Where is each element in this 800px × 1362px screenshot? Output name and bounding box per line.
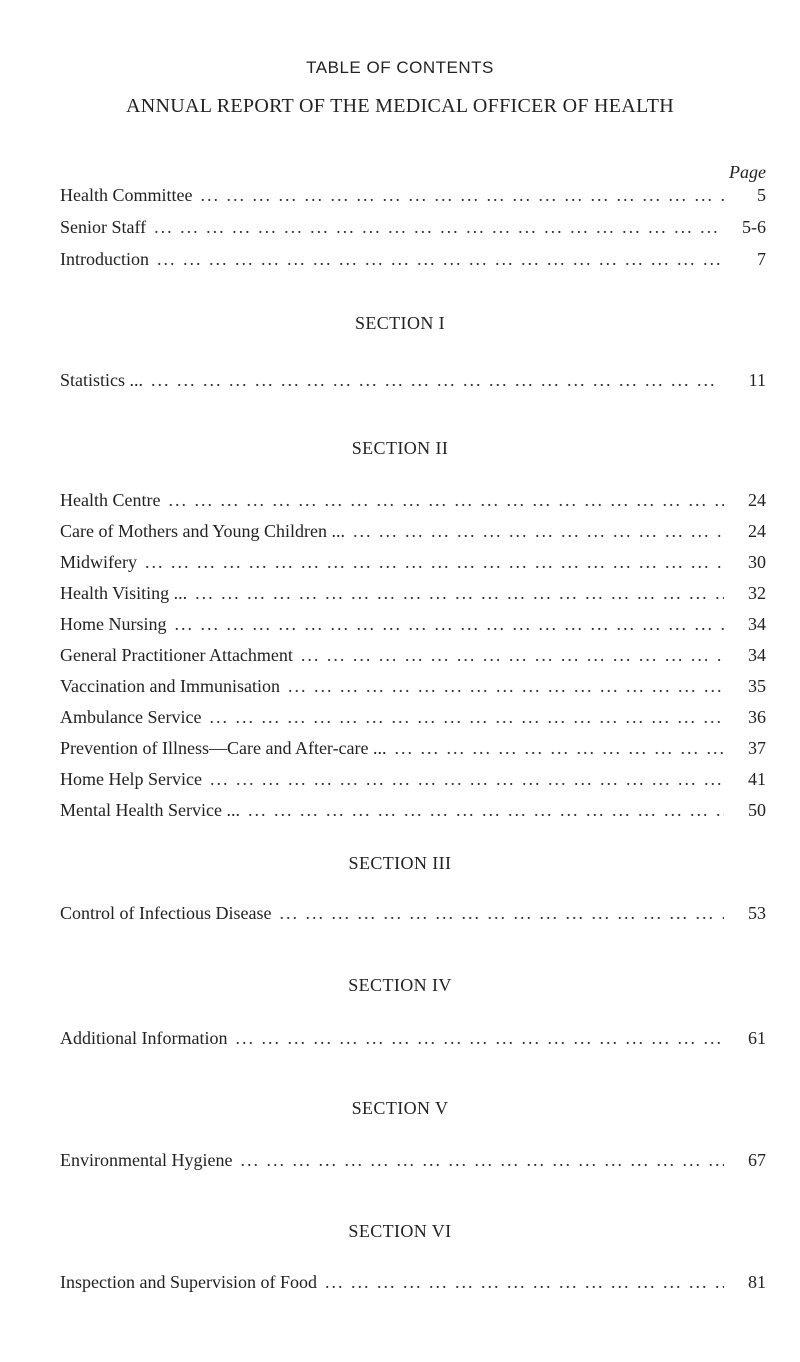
toc-entry-label: Home Nursing [60,614,167,634]
document-title: TABLE OF CONTENTS [306,58,494,77]
dot-leader [248,800,724,821]
toc-entry-home-nursing [60,614,766,638]
dot-leader [301,645,724,666]
toc-entry-ambulance-service [60,707,766,731]
toc-entry-page: 5-6 [742,217,766,237]
dot-leader [175,614,725,635]
dot-leader [200,185,724,206]
toc-entry-page: 24 [748,490,766,510]
toc-entry-prevention-of-illness [60,738,766,762]
toc-entry-label: Mental Health Service ... [60,800,240,820]
toc-entry-page: 37 [748,738,766,758]
toc-entry-page: 81 [748,1272,766,1292]
dot-leader [157,249,724,270]
section-heading-1: SECTION I [354,313,446,333]
section-heading-4: SECTION IV [348,975,452,995]
toc-entry-label: Ambulance Service [60,707,202,727]
toc-entry-health-centre [60,490,766,514]
toc-entry-page: 32 [748,583,766,603]
section-heading-6: SECTION VI [348,1221,452,1241]
section-heading-3: SECTION III [348,853,452,873]
dot-leader [168,490,724,511]
dot-leader [279,903,724,924]
toc-entry-page: 30 [748,552,766,572]
toc-entry-page: 5 [757,185,766,205]
toc-entry-statistics [60,370,766,394]
toc-entry-page: 61 [748,1028,766,1048]
dot-leader [154,217,724,238]
dot-leader [240,1150,724,1171]
toc-entry-gp-attachment [60,645,766,669]
dot-leader [209,707,724,728]
document-subtitle: ANNUAL REPORT OF THE MEDICAL OFFICER OF HEALTH [125,95,674,117]
dot-leader [235,1028,724,1049]
toc-entry-page: 34 [748,614,766,634]
toc-entry-introduction [60,249,766,273]
toc-entry-label: Control of Infectious Disease [60,903,272,923]
dot-leader [325,1272,724,1293]
toc-entry-label: Health Centre [60,490,161,510]
dot-leader [145,552,724,573]
toc-entry-page: 35 [748,676,766,696]
dot-leader [395,738,724,759]
toc-entry-food-inspection [60,1272,766,1296]
toc-entry-page: 7 [757,249,766,269]
dot-leader [288,676,724,697]
toc-entry-label: Home Help Service [60,769,202,789]
toc-entry-label: Health Committee [60,185,193,205]
toc-entry-home-help-service [60,769,766,793]
toc-entry-label: Additional Information [60,1028,228,1048]
toc-entry-label: Environmental Hygiene [60,1150,233,1170]
dot-leader [353,521,724,542]
toc-entry-health-committee [60,185,766,209]
toc-entry-page: 41 [748,769,766,789]
toc-entry-page: 50 [748,800,766,820]
toc-entry-page: 36 [748,707,766,727]
toc-entry-label: Vaccination and Immunisation [60,676,280,696]
toc-entry-label: Care of Mothers and Young Children ... [60,521,345,541]
toc-entry-environmental-hygiene [60,1150,766,1174]
toc-entry-label: Prevention of Illness—Care and After-care ... [60,738,387,758]
toc-entry-additional-information [60,1028,766,1052]
toc-entry-label: Midwifery [60,552,137,572]
toc-entry-label: Health Visiting ... [60,583,188,603]
toc-entry-page: 53 [748,903,766,923]
dot-leader [151,370,724,391]
toc-entry-label: General Practitioner Attachment [60,645,293,665]
toc-entry-vaccination [60,676,766,700]
toc-entry-page: 11 [748,370,766,390]
toc-entry-senior-staff [60,217,766,241]
toc-entry-midwifery [60,552,766,576]
section-heading-2: SECTION II [351,438,449,458]
toc-entry-label: Introduction [60,249,149,269]
page-column-heading: Page [729,162,766,182]
section-heading-5: SECTION V [351,1098,449,1118]
toc-entry-label: Statistics ... [60,370,144,390]
toc-entry-care-of-mothers [60,521,766,545]
toc-entry-infectious-disease [60,903,766,927]
toc-entry-label: Inspection and Supervision of Food [60,1272,317,1292]
toc-entry-page: 34 [748,645,766,665]
toc-entry-health-visiting [60,583,766,607]
dot-leader [210,769,724,790]
toc-entry-mental-health-service [60,800,766,824]
toc-entry-page: 24 [748,521,766,541]
dot-leader [195,583,724,604]
toc-entry-label: Senior Staff [60,217,147,237]
toc-entry-page: 67 [748,1150,766,1170]
